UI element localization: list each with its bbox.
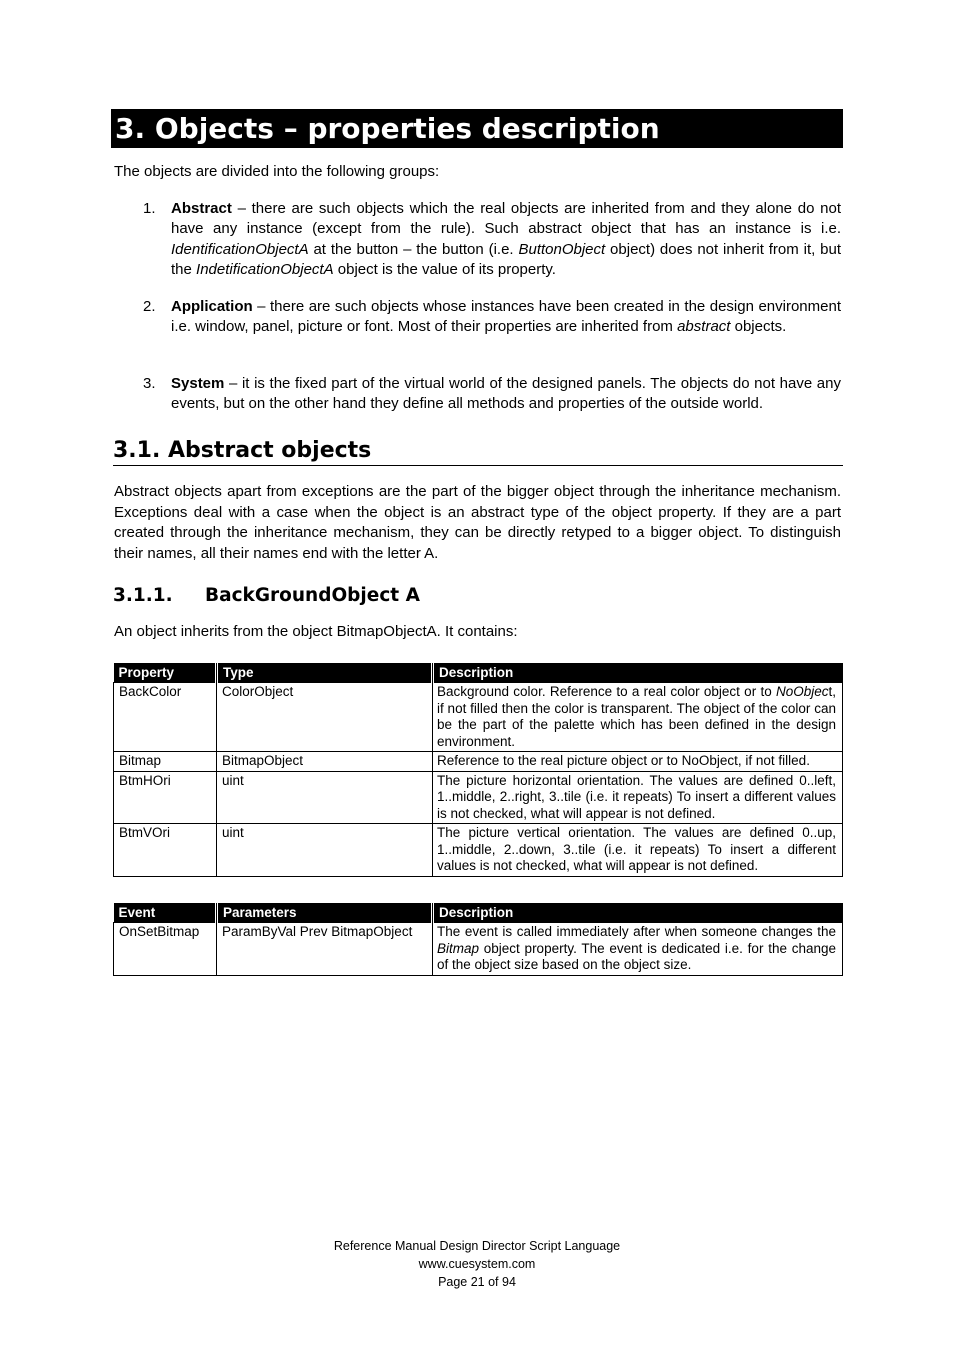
list-term: Application — [171, 298, 253, 315]
list-number: 3. — [143, 375, 156, 392]
description-text: Background color. Reference to a real color object or to — [437, 684, 776, 699]
table-row — [114, 752, 843, 772]
description-emphasis: NoObjec — [775, 684, 829, 699]
table-row — [114, 683, 843, 752]
column-header: Description — [433, 903, 843, 923]
list-emphasis: ButtonObject — [518, 240, 606, 258]
type-cell: ColorObject — [217, 683, 433, 752]
subsection-heading — [113, 584, 420, 608]
column-header: Event — [114, 903, 217, 923]
list-text: object) does not inherit from it, but the — [171, 240, 842, 278]
list-text: – it is the fixed part of the virtual world of the designed panels. The objects do not have any events, but on the other hand they define all methods and properties of the outside world. — [171, 375, 841, 413]
list-number: 1. — [143, 200, 156, 217]
property-cell: Bitmap — [114, 752, 217, 772]
list-item-text — [171, 199, 841, 280]
intro-paragraph: The objects are divided into the following groups: — [114, 163, 440, 180]
description-cell — [433, 923, 843, 976]
subsection-title: BackGroundObject A — [205, 585, 420, 606]
table-header-row — [114, 903, 843, 923]
list-emphasis: IndetificationObjectA — [196, 260, 334, 278]
type-cell: BitmapObject — [217, 752, 433, 772]
column-header: Parameters — [217, 903, 433, 923]
property-cell: BtmHOri — [114, 771, 217, 824]
description-cell: Reference to the real picture object or to NoObject, if not filled. — [433, 752, 843, 772]
table-header-row — [114, 663, 843, 683]
chapter-heading: 3. Objects – properties description — [111, 109, 843, 148]
list-emphasis: abstract — [677, 318, 731, 336]
description-cell: The picture horizontal orientation. The values are defined 0..left, 1..middle, 2..right, 3..tile (i.e. it repeats) To insert a different values is not checked, what will appear is not defined. — [433, 771, 843, 824]
list-text: – there are such objects which the real objects are inherited from and they alone do not have any instance (except from the rule). Such abstract object that has an instance is i.e. — [171, 200, 841, 238]
footer-website: www.cuesystem.com — [418, 1257, 536, 1271]
list-item-text — [171, 297, 841, 338]
table-row — [114, 923, 843, 976]
list-term: System — [171, 375, 225, 392]
events-table — [113, 903, 843, 976]
column-header: Property — [114, 663, 217, 683]
column-header: Type — [217, 663, 433, 683]
type-cell: uint — [217, 824, 433, 877]
description-text: The event is called immediately after when someone changes the — [437, 924, 836, 939]
subsection-number: 3.1.1. — [113, 585, 173, 606]
type-cell: uint — [217, 771, 433, 824]
list-text: at the button – the button (i.e. — [308, 240, 519, 258]
list-term: Abstract — [171, 200, 232, 217]
description-cell — [433, 683, 843, 752]
list-number: 2. — [143, 298, 156, 315]
table-row — [114, 771, 843, 824]
event-cell: OnSetBitmap — [114, 923, 217, 976]
description-text: object property. The event is dedicated i.e. for the change of the object size based on the object size. — [437, 940, 836, 972]
footer-title: Reference Manual Design Director Script Language — [333, 1239, 621, 1253]
property-cell: BtmVOri — [114, 824, 217, 877]
parameters-cell: ParamByVal Prev BitmapObject — [217, 923, 433, 976]
abstract-paragraph: Abstract objects apart from exceptions are the part of the bigger object through the inheritance mechanism. Exceptions deal with a case when the object is an abstract type of the object property. If they are a part created through the inheritance mechanism, they can be directly retyped to a bigger object. To distinguish their names, all their names end with the letter A. — [114, 483, 841, 562]
section-heading: 3.1. Abstract objects — [113, 437, 843, 466]
list-emphasis: IdentificationObjectA — [171, 240, 309, 258]
footer-page-number: Page 21 of 94 — [438, 1275, 516, 1289]
property-cell: BackColor — [114, 683, 217, 752]
description-cell: The picture vertical orientation. The values are defined 0..up, 1..middle, 2..down, 3..tile (i.e. it repeats) To insert a different values is not checked, what will appear is not defined. — [433, 824, 843, 877]
column-header: Description — [433, 663, 843, 683]
description-text: t, if not filled then the color is transparent. The object of the color can be the part of the palette which has been defined in the design environment. — [437, 684, 836, 749]
description-emphasis: Bitmap — [437, 940, 480, 956]
table-row — [114, 824, 843, 877]
properties-table — [113, 663, 843, 877]
list-text: objects. — [730, 318, 787, 336]
list-text: object is the value of its property. — [333, 260, 556, 278]
inherits-paragraph: An object inherits from the object BitmapObjectA. It contains: — [114, 623, 518, 640]
list-item-text — [171, 374, 841, 415]
list-text: – there are such objects whose instances have been created in the design environment i.e. window, panel, picture or font. Most of their properties are inherited from — [171, 298, 841, 336]
